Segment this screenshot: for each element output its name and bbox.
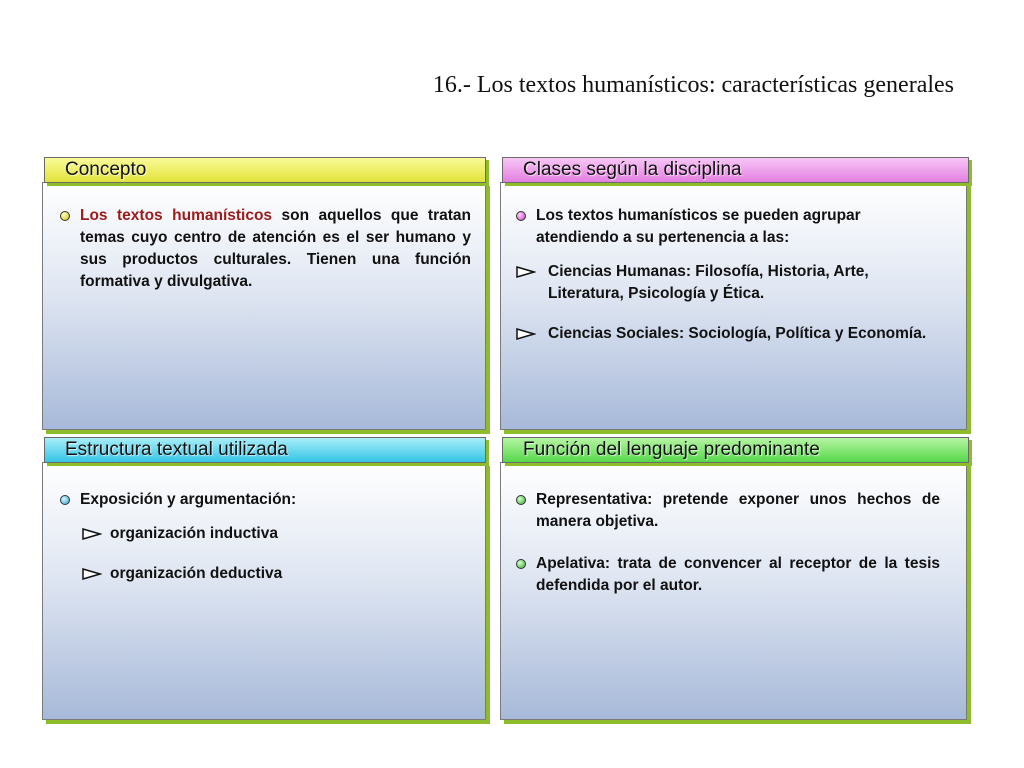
list-item [58,489,471,511]
list-item [514,553,940,597]
sub-list-item [58,523,471,545]
header-clases-label: Clases según la disciplina [523,159,742,180]
header-concepto-label: Concepto [65,159,147,180]
sub-list-item [514,261,940,305]
header-funcion-label: Función del lenguaje predominante [523,439,820,460]
list-item [514,489,940,533]
highlight-term: Los textos humanísticos [80,207,273,224]
triangle-arrow-icon [516,328,536,340]
header-clases [502,157,969,183]
sub-list-item [514,323,940,345]
round-bullet-icon [60,211,70,221]
round-bullet-icon [516,211,526,221]
header-concepto [44,157,486,183]
slide-title: 16.- Los textos humanísticos: características generales [432,72,954,98]
content-estructura [58,489,471,603]
round-bullet-icon [516,495,526,505]
triangle-arrow-icon [82,568,102,580]
sub-item-label: Ciencias Sociales: Sociología, Política y Economía. [548,325,927,342]
sub-list-item [58,563,471,585]
triangle-arrow-icon [82,528,102,540]
header-funcion [502,437,969,463]
header-estructura-label: Estructura textual utilizada [65,439,288,460]
clases-intro: Los textos humanísticos se pueden agrupar atendiendo a su pertenencia a las: [536,207,861,246]
triangle-arrow-icon [516,266,536,278]
item-label: Representativa: pretende exponer unos hechos de manera objetiva. [536,491,940,530]
sub-item-label: organización inductiva [110,525,278,542]
content-concepto [58,205,471,303]
sub-item-label: Ciencias Humanas: Filosofía, Historia, Arte, Literatura, Psicología y Ética. [548,263,869,302]
item-label: Apelativa: trata de convencer al receptor de la tesis defendida por el autor. [536,555,940,594]
list-item [514,205,940,249]
round-bullet-icon [60,495,70,505]
concept-text: son aquellos que tratan temas cuyo centro de atención es el ser humano y sus productos culturales. Tienen una función formativa y divulgativa. [80,207,471,290]
round-bullet-icon [516,559,526,569]
sub-item-label: organización deductiva [110,565,283,582]
list-item [58,205,471,293]
header-estructura [44,437,486,463]
content-clases [514,205,940,363]
estructura-intro: Exposición y argumentación: [80,491,297,508]
content-funcion [514,489,940,607]
